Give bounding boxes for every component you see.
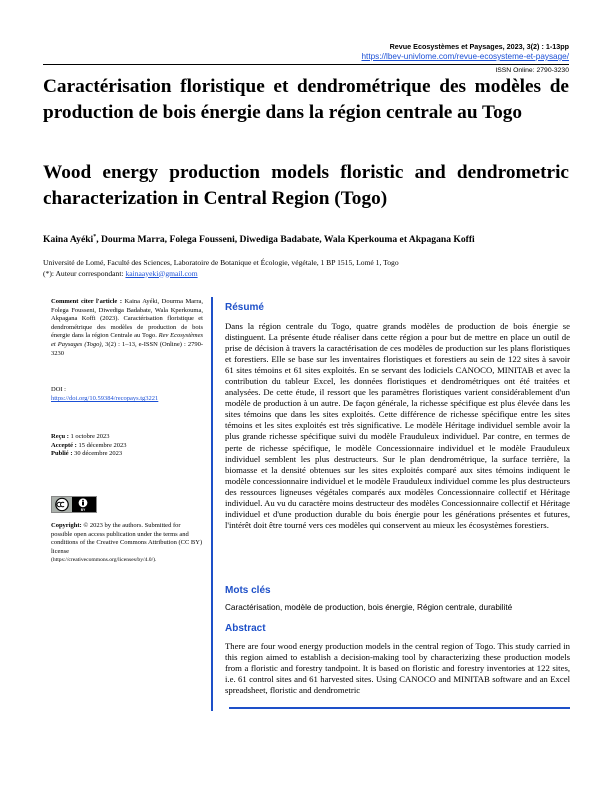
cc-by-logo-graphic: [52, 497, 96, 512]
received-date: [51, 433, 203, 442]
keywords-heading: Mots clés: [225, 585, 271, 596]
license-url: (https://creativecommons.org/licenses/by/4.0/).: [51, 557, 157, 564]
how-to-cite: [51, 298, 203, 358]
received-value: 1 octobre 2023: [68, 433, 110, 440]
cite-tail: 3(2) : 1–13, e-ISSN (Online) : 2790-3230: [51, 340, 203, 357]
svg-text:BY: BY: [80, 507, 86, 512]
corresponding-author-line: [43, 269, 399, 280]
affiliation-line: Université de Lomé, Faculté des Sciences, Laboratoire de Botanique et Écologie, végétale, 1 BP 1515, Lomé 1, Togo: [43, 258, 399, 267]
article-dates: [51, 433, 203, 459]
copyright-notice: [51, 522, 203, 565]
title-english: Wood energy production models floristic and dendrometric characterization in Central Region (Togo): [43, 162, 569, 209]
cite-text: Kaina Ayéki, Dourma Marra, Folega Fousseni, Diwediga Badabate, Wala Kperkouma, Akpagana Koffi (2023). Caractérisation floristique et dendrométrique des modèles de production de bois énergie dans la région Centrale au Togo.: [51, 298, 203, 340]
published-value: 30 décembre 2023: [72, 450, 123, 458]
keywords-text: Caractérisation, modèle de production, bois énergie, Région centrale, durabilité: [225, 603, 513, 612]
accepted-date: [51, 442, 203, 451]
accepted-value: 15 décembre 2023: [76, 441, 127, 449]
abstract-heading: Abstract: [225, 623, 266, 634]
published-date: [51, 450, 203, 459]
title-french: Caractérisation floristique et dendrométrique des modèles de production de bois énergie dans la région centrale au Togo: [43, 76, 569, 123]
published-label: Publié :: [51, 450, 73, 458]
doi-label: DOI :: [51, 386, 66, 393]
resume-text: Dans la région centrale du Togo, quatre grands modèles de production de bois énergie se distinguent. La présente étude réaliser dans cette région a pour but de mettre en place un outil de prise de décision à travers la caractérisation de ces modèles de production sur les plans floristiques et forestiers. Elle se base sur les inventaires floristiques et forestiers au sein de 122 sites à savoir 61 sites témoins et 61 sites exploités. En se servant des lodiciels CANOCO, MINITAB et avec la contribution du tableur Excel, les données floristiques et dendrométriques ont été traitées et analysées. De cette étude, il ressort que les paramètres floristiques varient considérablement d'un modèle de production à un autre. De façon générale, la richesse spécifique est plus élevée dans les sites témoins que dans les sites exploités. Cette différence de richesse spécifique entre les sites témoins et les sites exploités est très significative. Le modèle Héritage individuel semble avoir la plus grande richesse spécifique suivi du modèle Frauduleux individuel. Par contre, en termes de perte de richesse spécifique, le modèle Concessionnaire individuel et le modèle Frauduleux individuel semblent les plus destructeurs. Sur le plan dendrométrique, la surface terrière, la biomasse et la densité obtenues sur les sites exploités comparé aux sites témoins indiquent le modèle concessionnaire individuel et le modèle Frauduleux individuel comme les plus destructeurs des ressources ligneuses végétales comparés aux modèles Concessionnaire collectif et Héritage individuel. Au vu du caractère moins destructeur des modèles Concessionnaire collectif et Héritage individuel et d'une production durable du bois énergie pour les générations présentes et futures, l'intérêt doit être tourné vers ces modèles qui conservent au mieux les écosystèmes forestiers.: [225, 321, 570, 530]
copyright-text: © 2023 by the authors. Submitted for possible open access publication under the terms and conditions of the Creative Commons Attribution (CC BY) license: [51, 522, 203, 555]
corresponding-prefix: (*): Auteur correspondant:: [43, 268, 126, 278]
cc-by-icon[interactable]: [51, 496, 97, 513]
journal-url-link[interactable]: https://lbev-univlome.com/revue-ecosysteme-et-paysage/: [361, 52, 569, 61]
affiliation: [43, 258, 399, 279]
issn-line: ISSN Online: 2790-3230: [495, 67, 569, 74]
section-bottom-rule: [229, 707, 570, 709]
cite-label: Comment citer l'article :: [51, 298, 122, 305]
cite-journal: Rev Ecosystèmes et Paysages (Togo),: [51, 332, 203, 348]
doi-link[interactable]: https://doi.org/10.59384/recopays.tg3221: [51, 395, 159, 402]
accepted-label: Accepté :: [51, 441, 77, 449]
resume-heading: Résumé: [225, 302, 264, 313]
copyright-label: Copyright:: [51, 522, 82, 529]
author-list: [43, 234, 475, 245]
journal-citation-line: Revue Ecosystèmes et Paysages, 2023, 3(2) : 1-13pp: [389, 42, 569, 51]
other-authors: , Dourma Marra, Folega Fousseni, Diwediga Badabate, Wala Kperkouma et Akpagana Koffi: [96, 234, 475, 246]
column-divider-bar: [211, 297, 213, 711]
corresponding-email-link[interactable]: kainaayeki@gmail.com: [125, 268, 198, 278]
header-rule: [43, 64, 569, 65]
corresponding-mark: *: [93, 234, 97, 240]
abstract-text: There are four wood energy production models in the central region of Togo. This study carried in this region aimed to establish a decision-making tool by characterizing these production models from a floristic and forestry tandpoint. It is based on floristic and forestry inventories at 122 sites, i.e. 61 control sites and 61 harvested sites. Using CANOCO and MINITAB software and an Excel spreadsheet, floristic and dendrometric: [225, 641, 570, 696]
received-label: Reçu :: [51, 433, 69, 440]
first-author: Kaina Ayéki: [43, 234, 94, 246]
